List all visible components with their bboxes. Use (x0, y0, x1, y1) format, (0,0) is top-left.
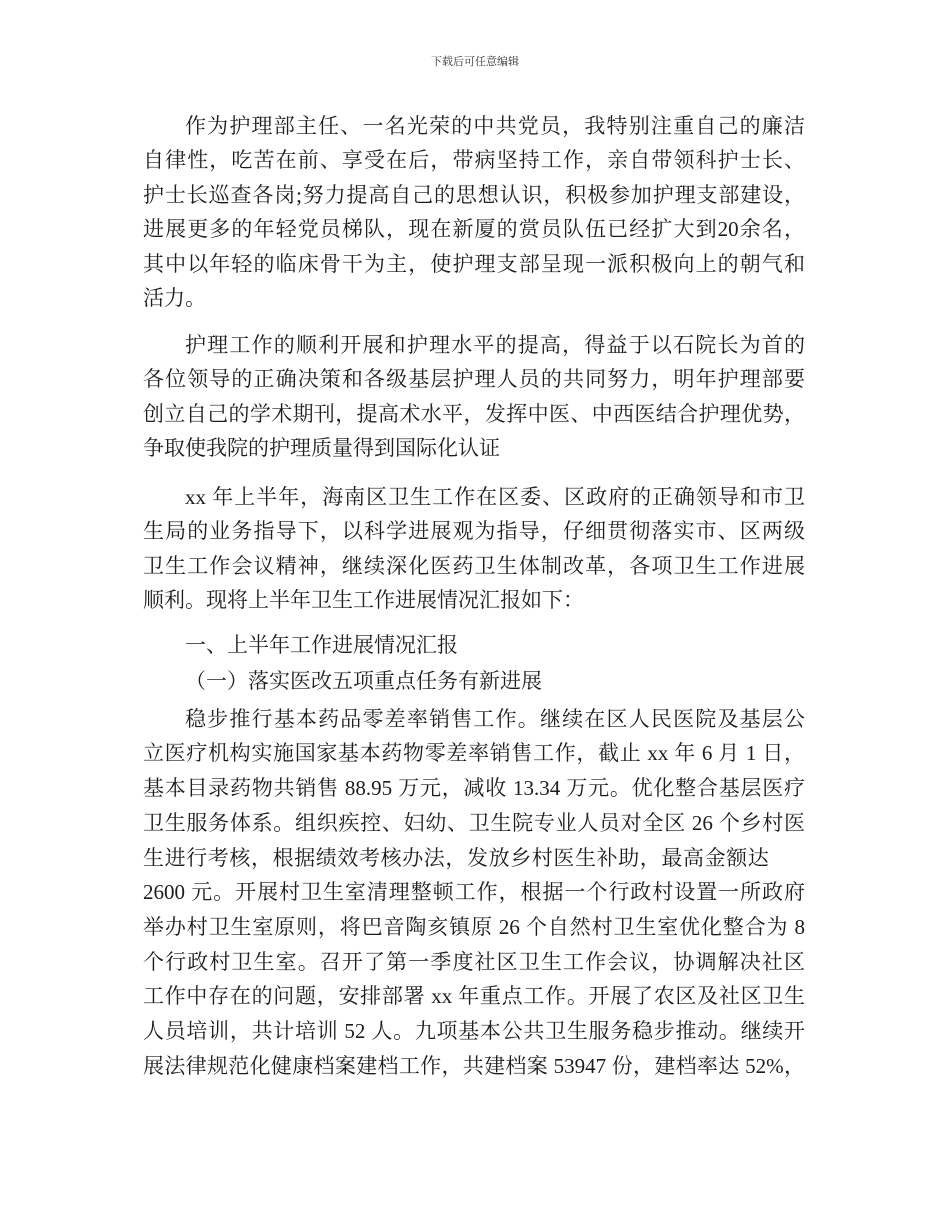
text-line: 2600 元。开展村卫生室清理整顿工作，根据一个行政村设置一所政府 (143, 880, 805, 905)
text-line: 护士长巡查各岗;努力提高自己的思想认识，积极参加护理支部建设， (143, 182, 805, 207)
text-line: 一、上半年工作进展情况汇报 (185, 632, 458, 657)
text-line: 活力。 (143, 286, 206, 311)
document-body (143, 109, 805, 1084)
text-line: 顺利。现将上半年卫生工作进展情况汇报如下： (143, 588, 584, 613)
text-line: 创立自己的学术期刊，提高术水平，发挥中医、中西医结合护理优势， (143, 401, 805, 426)
text-line: 其中以年轻的临床骨干为主，使护理支部呈现一派积极向上的朝气和 (143, 251, 805, 276)
text-line: xx 年上半年，海南区卫生工作在区委、区政府的正确领导和市卫 (185, 484, 805, 509)
text-line: 基本目录药物共销售 88.95 万元，减收 13.34 万元。优化整合基层医疗 (143, 776, 805, 801)
text-line: 作为护理部主任、一名光荣的中共党员，我特别注重自己的廉洁 (185, 113, 805, 138)
paragraph (143, 328, 805, 466)
text-line: （一）落实医改五项重点任务有新进展 (185, 668, 542, 693)
text-line: 生进行考核，根据绩效考核办法，发放乡村医生补助，最高金额达 (143, 845, 770, 870)
text-line: 工作中存在的问题，安排部署 xx 年重点工作。开展了农区及社区卫生 (143, 984, 805, 1009)
text-line: 护理工作的顺利开展和护理水平的提高，得益于以石院长为首的 (185, 332, 805, 357)
text-line: 稳步推行基本药品零差率销售工作。继续在区人民医院及基层公 (185, 706, 805, 731)
text-line: 卫生服务体系。组织疾控、妇幼、卫生院专业人员对全区 26 个乡村医 (143, 810, 805, 835)
text-line: 人员培训，共计培训 52 人。九项基本公共卫生服务稳步推动。继续开 (143, 1018, 805, 1043)
paragraph (143, 109, 805, 316)
page-header: 下载后可任意编辑 (431, 56, 519, 68)
paragraph (143, 480, 805, 618)
text-line: 自律性，吃苦在前、享受在后，带病坚持工作，亲自带领科护士长、 (143, 148, 805, 173)
text-line: 举办村卫生室原则，将巴音陶亥镇原 26 个自然村卫生室优化整合为 8 (143, 914, 805, 939)
text-line: 生局的业务指导下，以科学进展观为指导，仔细贯彻落实市、区两级 (143, 519, 805, 544)
subsection-heading (143, 664, 805, 699)
text-line: 个行政村卫生室。召开了第一季度社区卫生工作会议，协调解决社区 (143, 949, 805, 974)
text-line: 立医疗机构实施国家基本药物零差率销售工作，截止 xx 年 6 月 1 日， (143, 741, 805, 766)
text-line: 卫生工作会议精神，继续深化医药卫生体制改革，各项卫生工作进展 (143, 553, 805, 578)
text-line: 各位领导的正确决策和各级基层护理人员的共同努力，明年护理部要 (143, 367, 805, 392)
text-line: 展法律规范化健康档案建档工作，共建档案 53947 份，建档率达 52%， (143, 1053, 805, 1078)
text-line: 争取使我院的护理质量得到国际化认证 (143, 436, 500, 461)
paragraph (143, 702, 805, 1084)
section-heading (143, 628, 805, 663)
text-line: 进展更多的年轻党员梯队，现在新厦的赏员队伍已经扩大到20余名， (143, 217, 805, 242)
